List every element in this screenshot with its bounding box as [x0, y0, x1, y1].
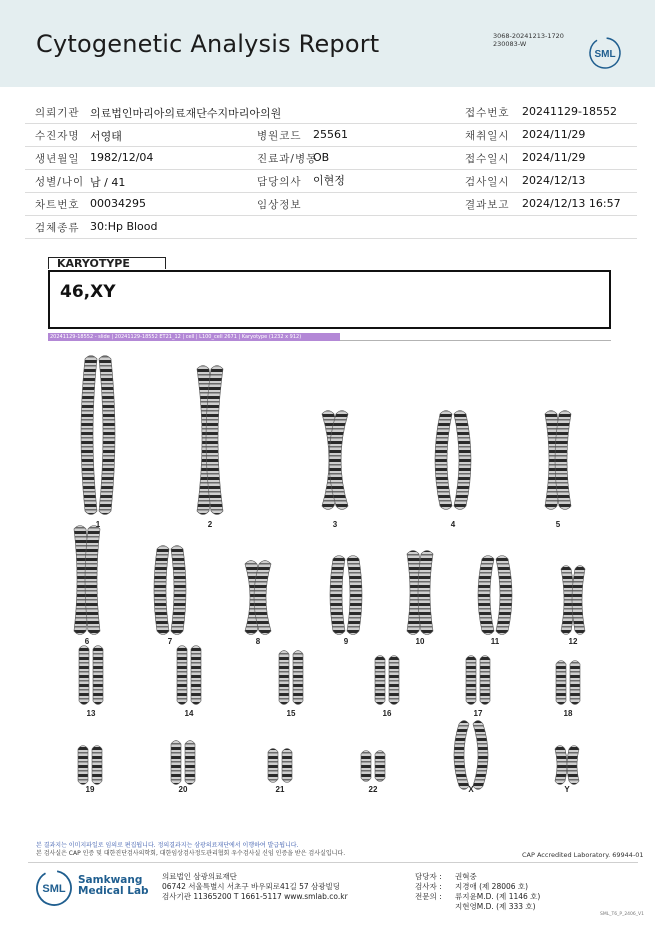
chromosome-10 [418, 551, 433, 635]
chromosome-label-8: 8 [255, 637, 261, 646]
report-title: Cytogenetic Analysis Report [36, 30, 380, 58]
chart-no-label: 차트번호 [35, 199, 80, 211]
chromosome-label-7: 7 [167, 637, 173, 646]
karyotype-result: 46,XY [60, 282, 116, 302]
report-code-line: 3068-20241213-1720 [493, 32, 564, 40]
chromosome-label-13: 13 [86, 709, 96, 718]
chromosome-15 [293, 651, 303, 705]
patient-name-value: 서영태 [90, 130, 122, 143]
cap-accreditation: CAP Accredited Laboratory. 69944-01 [522, 851, 644, 859]
info-row [25, 123, 637, 147]
chromosome-label-16: 16 [382, 709, 392, 718]
chromosome-17 [466, 656, 476, 705]
chromosome-19 [78, 746, 88, 785]
chromosome-label-12: 12 [568, 637, 578, 646]
department-value: OB [313, 151, 330, 164]
chromosome-label-9: 9 [343, 637, 349, 646]
info-row [25, 215, 637, 239]
chromosome-label-19: 19 [85, 785, 95, 794]
address-line: 검사기관 11365200 T 1661-5117 www.smlab.co.kr [162, 892, 348, 901]
collect-date-label: 채취일시 [465, 130, 510, 142]
sex-age-label: 성별/나이 [35, 176, 85, 188]
chromosome-label-18: 18 [563, 709, 573, 718]
chromosome-label-15: 15 [286, 709, 296, 718]
result-report-label: 결과보고 [465, 199, 510, 211]
chromosome-22 [361, 751, 371, 782]
chromosome-12 [572, 566, 585, 635]
receipt-no-label: 접수번호 [465, 107, 510, 119]
chromosome-1 [81, 356, 97, 515]
chromosome-7 [171, 546, 186, 635]
chromosome-4 [454, 411, 471, 510]
result-report-value: 2024/12/13 16:57 [522, 197, 621, 210]
info-row [25, 146, 637, 170]
hospital-code-value: 25561 [313, 128, 348, 141]
info-row [25, 100, 637, 124]
chromosome-18 [556, 661, 566, 705]
chromosome-21 [282, 749, 292, 783]
chromosome-20 [185, 741, 195, 785]
chromosome-4 [435, 411, 452, 510]
chromosome-19 [92, 746, 102, 785]
chromosome-label-17: 17 [473, 709, 483, 718]
chromosome-2 [206, 366, 223, 515]
birth-value: 1982/12/04 [90, 151, 154, 164]
specimen-label: 검체종류 [35, 222, 80, 234]
signer-label: 검사자 : [415, 882, 442, 891]
info-row [25, 169, 637, 193]
sml-logo-text: SML [594, 49, 616, 60]
test-date-value: 2024/12/13 [522, 174, 586, 187]
chromosome-label-20: 20 [178, 785, 188, 794]
chromosome-16 [389, 656, 399, 705]
sml-logo-icon [588, 36, 622, 70]
chromosome-16 [375, 656, 385, 705]
signer-label: 전문의 : [415, 892, 442, 901]
sex-age-value: 남 / 41 [90, 176, 126, 189]
signer-value: 권혁중 [455, 872, 477, 881]
chromosome-21 [268, 749, 278, 783]
chromosome-label-5: 5 [555, 520, 561, 529]
chromosome-14 [177, 646, 187, 705]
note-line: 본 검사실은 CAP 인증 및 대한진단검사의학회, 대한임상검사정도관리협회 우수검사실 신임 인증을 받은 검사실입니다. [36, 850, 346, 857]
chromosome-label-2: 2 [207, 520, 213, 529]
info-row [25, 192, 637, 216]
chromosome-Y [567, 746, 579, 785]
chromosome-9 [347, 556, 362, 635]
report-notes [36, 842, 345, 858]
chromosome-11 [496, 556, 512, 635]
chromosome-X [454, 721, 469, 790]
report-header [0, 0, 655, 87]
chromosome-13 [93, 646, 103, 705]
footer-signers [415, 872, 540, 912]
chromosome-label-Y: Y [564, 785, 570, 794]
chromosome-17 [480, 656, 490, 705]
chromosome-label-22: 22 [368, 785, 378, 794]
chromosome-Y [555, 746, 567, 785]
institution-value: 의료법인마리아의료재단수지마리아의원 [90, 107, 282, 120]
receipt-date-value: 2024/11/29 [522, 151, 586, 164]
chromosome-label-6: 6 [84, 637, 90, 646]
signer-label: 담당자 : [415, 872, 442, 881]
doctor-label: 담당의사 [257, 176, 302, 188]
footer-address [162, 872, 348, 902]
chart-no-value: 00034295 [90, 197, 146, 210]
test-date-label: 검사일시 [465, 176, 510, 188]
collect-date-value: 2024/11/29 [522, 128, 586, 141]
chromosome-label-3: 3 [332, 520, 338, 529]
chromosome-label-11: 11 [490, 637, 500, 646]
institution-label: 의뢰기관 [35, 107, 80, 119]
footer-logo-line: Samkwang [78, 874, 143, 886]
chromosome-label-10: 10 [415, 637, 425, 646]
chromosome-13 [79, 646, 89, 705]
report-code [493, 32, 564, 48]
chromosome-9 [330, 556, 345, 635]
address-line: 06742 서울특별시 서초구 바우뫼로41길 57 삼광빌딩 [162, 882, 341, 891]
chromosome-label-14: 14 [184, 709, 194, 718]
karyogram-caption: 20241129-18552 - slide | 20241129-18552 ET21_12 | cell | L100_cell 2671 | Karyotype (1232 x 912) [48, 333, 340, 341]
footer-logo-name [78, 875, 149, 897]
chromosome-1 [99, 356, 115, 515]
chromosome-5 [555, 411, 571, 510]
hospital-code-label: 병원코드 [257, 130, 302, 142]
chromosome-11 [478, 556, 494, 635]
chromosome-20 [171, 741, 181, 785]
chromosome-X [473, 721, 488, 790]
chromosome-7 [154, 546, 169, 635]
note-line: 본 결과지는 이미지파일로 임의로 편집됩니다. 정의결과지는 삼광의료재단에서 이행하여 발급됩니다. [36, 842, 299, 849]
footer-divider [28, 862, 638, 863]
chromosome-22 [375, 751, 385, 782]
chromosome-label-21: 21 [275, 785, 285, 794]
receipt-no-value: 20241129-18552 [522, 105, 617, 118]
signer-value: 지경애 (제 28006 호) [455, 882, 529, 891]
signer-value: 류지윤M.D. (제 1146 호) [455, 892, 541, 901]
department-label: 진료과/병동 [257, 153, 318, 165]
karyotype-result-box [48, 270, 611, 329]
specimen-value: 30:Hp Blood [90, 220, 158, 233]
chromosome-14 [191, 646, 201, 705]
clinical-label: 임상정보 [257, 199, 302, 211]
birth-label: 생년월일 [35, 153, 80, 165]
patient-name-label: 수진자명 [35, 130, 80, 142]
chromosome-label-4: 4 [450, 520, 456, 529]
footer-logo-line: Medical Lab [78, 885, 149, 897]
chromosome-label-X: X [468, 785, 474, 794]
address-line: 의료법인 삼광의료재단 [162, 872, 237, 881]
chromosome-label-1: 1 [95, 520, 101, 529]
receipt-date-label: 접수일시 [465, 153, 510, 165]
karyotype-tab: KARYOTYPE [48, 257, 166, 269]
doctor-value: 이현정 [313, 174, 345, 187]
report-code-line: 230083-W [493, 40, 527, 48]
footer-logo-text: SML [42, 883, 66, 895]
chromosome-18 [570, 661, 580, 705]
chromosome-6 [85, 526, 100, 635]
signer-value: 지현영M.D. (제 333 호) [455, 902, 536, 911]
form-version: SML_T6_P_2406_V1 [600, 912, 644, 917]
chromosome-15 [279, 651, 289, 705]
karyogram-image [0, 340, 655, 810]
